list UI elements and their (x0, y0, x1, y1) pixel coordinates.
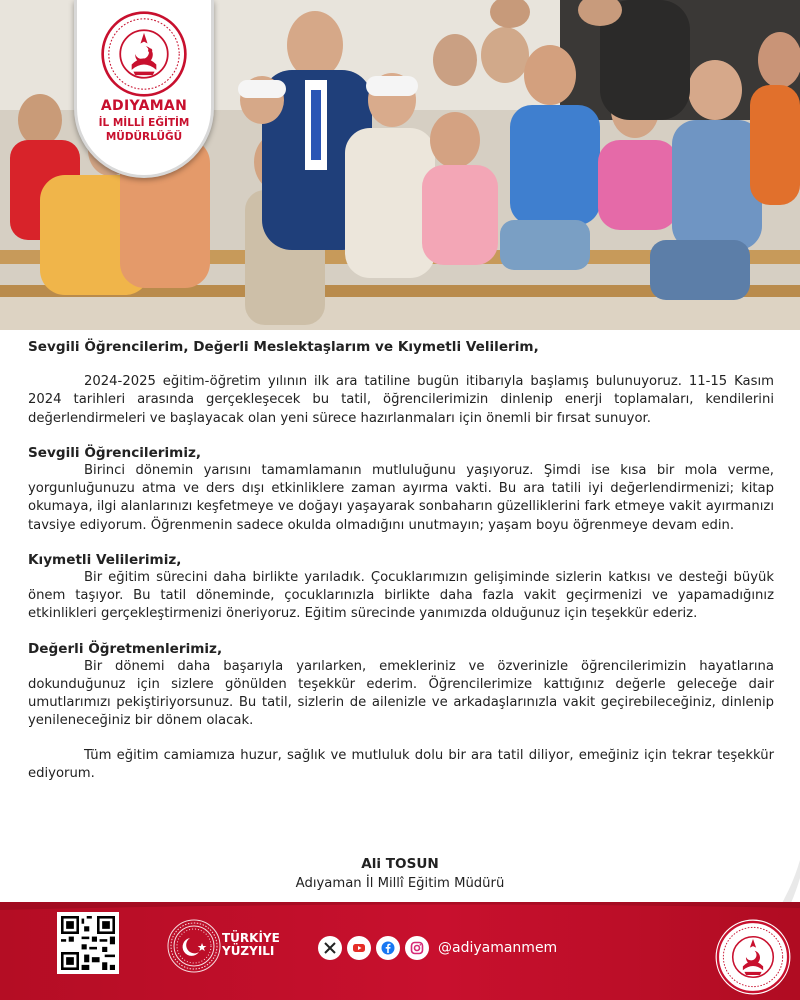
turkiye-yuzyili-emblem-icon (166, 918, 222, 974)
facebook-link[interactable] (376, 936, 400, 960)
section-text-teachers: Bir dönemi daha başarıyla yarılarken, emekleriniz ve özverinizle öğrencilerimizin hayatlarına dokunduğunuz için sizlere gönülden teşekkür ederim. Öğrencilerimize kattığınız değerle geleceğe dair umutlarımızı pekiştiriyorsunuz. Bu tatil, sizlerin de ailenizle ve arkadaşlarınızla vakit geçirebileceğiniz, dinlenip yenileneceğiniz bir dönem olacak. (28, 658, 774, 729)
youtube-link[interactable] (347, 936, 371, 960)
facebook-icon (381, 941, 395, 955)
x-link[interactable] (318, 936, 342, 960)
signature-name: Ali TOSUN (361, 856, 439, 872)
qr-code[interactable] (57, 912, 119, 974)
section-text-parents: Bir eğitim sürecini daha birlikte yarıladık. Çocuklarımızın gelişiminde sizlerin katkısı ve desteği büyük önem taşıyor. Bu tatil döneminde, çocuklarınızla birlikte daha fazla vakit geçirmenizi ve yapamadığınız etkinlikleri gerçekleştirmenizi öneriyoruz. Eğitim sürecinde yanımızda olduğunuz için teşekkür ederiz. (28, 570, 774, 622)
qr-code-icon (61, 916, 115, 970)
signature-title: Adıyaman İl Millî Eğitim Müdürü (295, 876, 505, 891)
social-handle[interactable]: @adiyamanmem (438, 940, 558, 956)
org-logo-badge (74, 0, 214, 178)
letter-body (28, 338, 774, 783)
brand-line1: TÜRKİYE (222, 931, 280, 945)
x-icon (323, 941, 337, 955)
section-text-students: Birinci dönemin yarısını tamamlamanın mutluluğunu yaşıyoruz. Şimdi ise kısa bir mola verme, yorgunluğunuzu atma ve ders dışı etkinliklere zaman ayırma vakti. Bu ara tatili iyi değerlendirmenizi; kitap okumaya, ilgi alanlarınızı keşfetmeye ve doğayı yaşayarak sonbaharın güzelliklerini fark etmeye vakit ayırmanızı tavsiye ediyorum. Öğrenmenin sadece okulda olmadığını unutmayın; yaşam boyu öğrenmeye devam edin. (28, 463, 774, 533)
instagram-icon (410, 941, 424, 955)
org-name-line2: İL MİLLİ EĞİTİM (98, 117, 190, 129)
turkiye-yuzyili-text (222, 932, 280, 958)
org-name (77, 98, 211, 143)
turkiye-yuzyili-logo (166, 918, 296, 974)
signature-block (200, 856, 600, 891)
letter-closing: Tüm eğitim camiamıza huzur, sağlık ve mutluluk dolu bir ara tatil diliyor, emeğiniz için tekrar teşekkür ediyorum. (28, 747, 774, 781)
youtube-icon (352, 941, 366, 955)
section-title-students: Sevgili Öğrencilerimiz, (28, 444, 202, 461)
social-links (318, 935, 557, 961)
brand-line2: YÜZYILI (222, 944, 275, 958)
letter-intro: 2024-2025 eğitim-öğretim yılının ilk ara tatiline bugün itibarıyla başlamış bulunuyoruz. 11-15 Kasım 2024 tarihleri arasında gerçekleşecek bu tatil, öğrencilerimizin dinlenip enerji toplamaları, kendilerini değerlendirmeleri ve başlayacak olan yeni sürece hazırlanmaları için önemli bir fırsat sunuyor. (28, 374, 774, 426)
section-title-teachers: Değerli Öğretmenlerimiz, (28, 640, 223, 657)
section-title-parents: Kıymetli Velilerimiz, (28, 551, 182, 568)
instagram-link[interactable] (405, 936, 429, 960)
org-name-line1: ADIYAMAN (100, 98, 188, 114)
ministry-seal-icon (100, 10, 188, 98)
letter-greeting: Sevgili Öğrencilerim, Değerli Meslektaşlarım ve Kıymetli Velilerim, (28, 339, 539, 355)
ministry-seal-footer-icon (714, 918, 792, 996)
org-name-line3: MÜDÜRLÜĞÜ (105, 131, 183, 143)
